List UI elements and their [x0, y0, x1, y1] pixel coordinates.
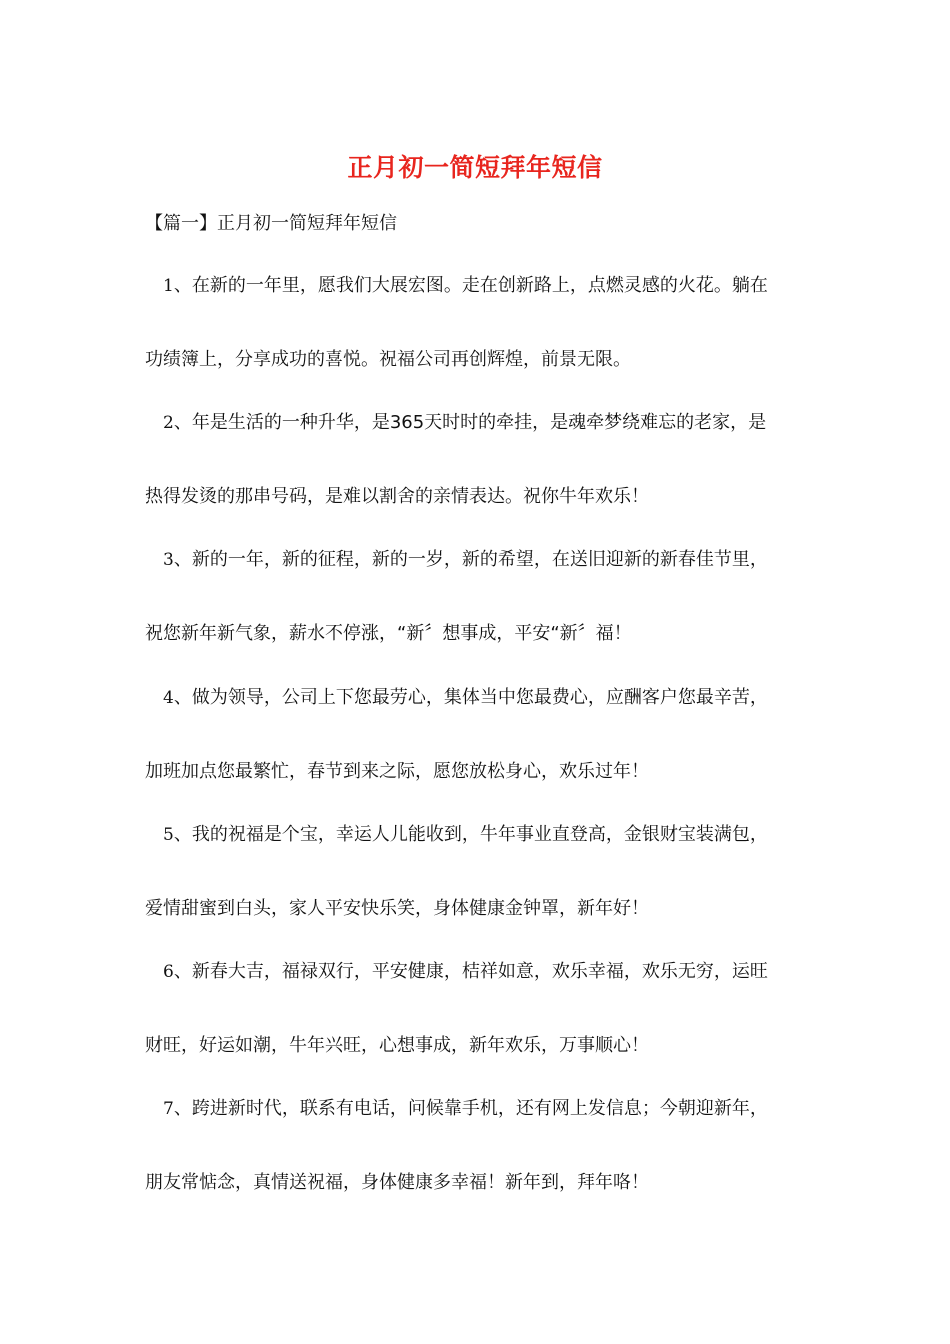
- message-number: 2: [163, 413, 174, 433]
- message-5-line-1: [145, 821, 833, 849]
- document-title: 正月初一简短拜年短信: [347, 153, 603, 182]
- message-3-line-2: 祝您新年新气象，薪水不停涨，“新〞想事成，平安“新〞福！: [145, 623, 632, 644]
- message-number: 1: [163, 276, 174, 296]
- message-6-line-2: 财旺，好运如潮，牛年兴旺，心想事成，新年欢乐，万事顺心！: [145, 1035, 649, 1056]
- message-number: 4: [163, 688, 174, 708]
- message-text: 、我的祝福是个宝，幸运人儿能收到，牛年事业直登高，金银财宝装满包，: [173, 824, 768, 845]
- message-2-line-1: [145, 409, 833, 437]
- message-6-line-1: [145, 958, 833, 986]
- message-number: 7: [163, 1099, 174, 1119]
- message-4-line-1: [145, 684, 833, 712]
- section-heading: 【篇一】正月初一简短拜年短信: [145, 213, 397, 234]
- message-text: 、跨进新时代，联系有电话，问候靠手机，还有网上发信息；今朝迎新年，: [173, 1098, 768, 1119]
- message-text: 、做为领导，公司上下您最劳心，集体当中您最费心，应酬客户您最辛苦，: [173, 687, 768, 708]
- message-number: 6: [163, 962, 174, 982]
- message-text: 、年是生活的一种升华，是365天时时的牵挂，是魂牵梦绕难忘的老家，是: [173, 412, 767, 433]
- message-number: 3: [163, 550, 174, 570]
- message-number: 5: [163, 825, 174, 845]
- message-7-line-1: [145, 1095, 833, 1123]
- message-text: 、新春大吉，福禄双行，平安健康，桔祥如意，欢乐幸福，欢乐无穷，运旺: [173, 961, 768, 982]
- message-7-line-2: 朋友常惦念，真情送祝福，身体健康多幸福！新年到，拜年咯！: [145, 1172, 649, 1193]
- message-1-line-1: [145, 272, 833, 300]
- message-2-line-2: 热得发烫的那串号码，是难以割舍的亲情表达。祝你牛年欢乐！: [145, 486, 649, 507]
- message-5-line-2: 爱情甜蜜到白头，家人平安快乐笑，身体健康金钟罩，新年好！: [145, 898, 649, 919]
- message-1-line-2: 功绩簿上，分享成功的喜悦。祝福公司再创辉煌，前景无限。: [145, 349, 631, 370]
- message-4-line-2: 加班加点您最繁忙，春节到来之际，愿您放松身心，欢乐过年！: [145, 761, 649, 782]
- message-3-line-1: [145, 546, 833, 574]
- message-text: 、在新的一年里，愿我们大展宏图。走在创新路上，点燃灵感的火花。躺在: [173, 275, 768, 296]
- message-text: 、新的一年，新的征程，新的一岁，新的希望，在送旧迎新的新春佳节里，: [173, 549, 768, 570]
